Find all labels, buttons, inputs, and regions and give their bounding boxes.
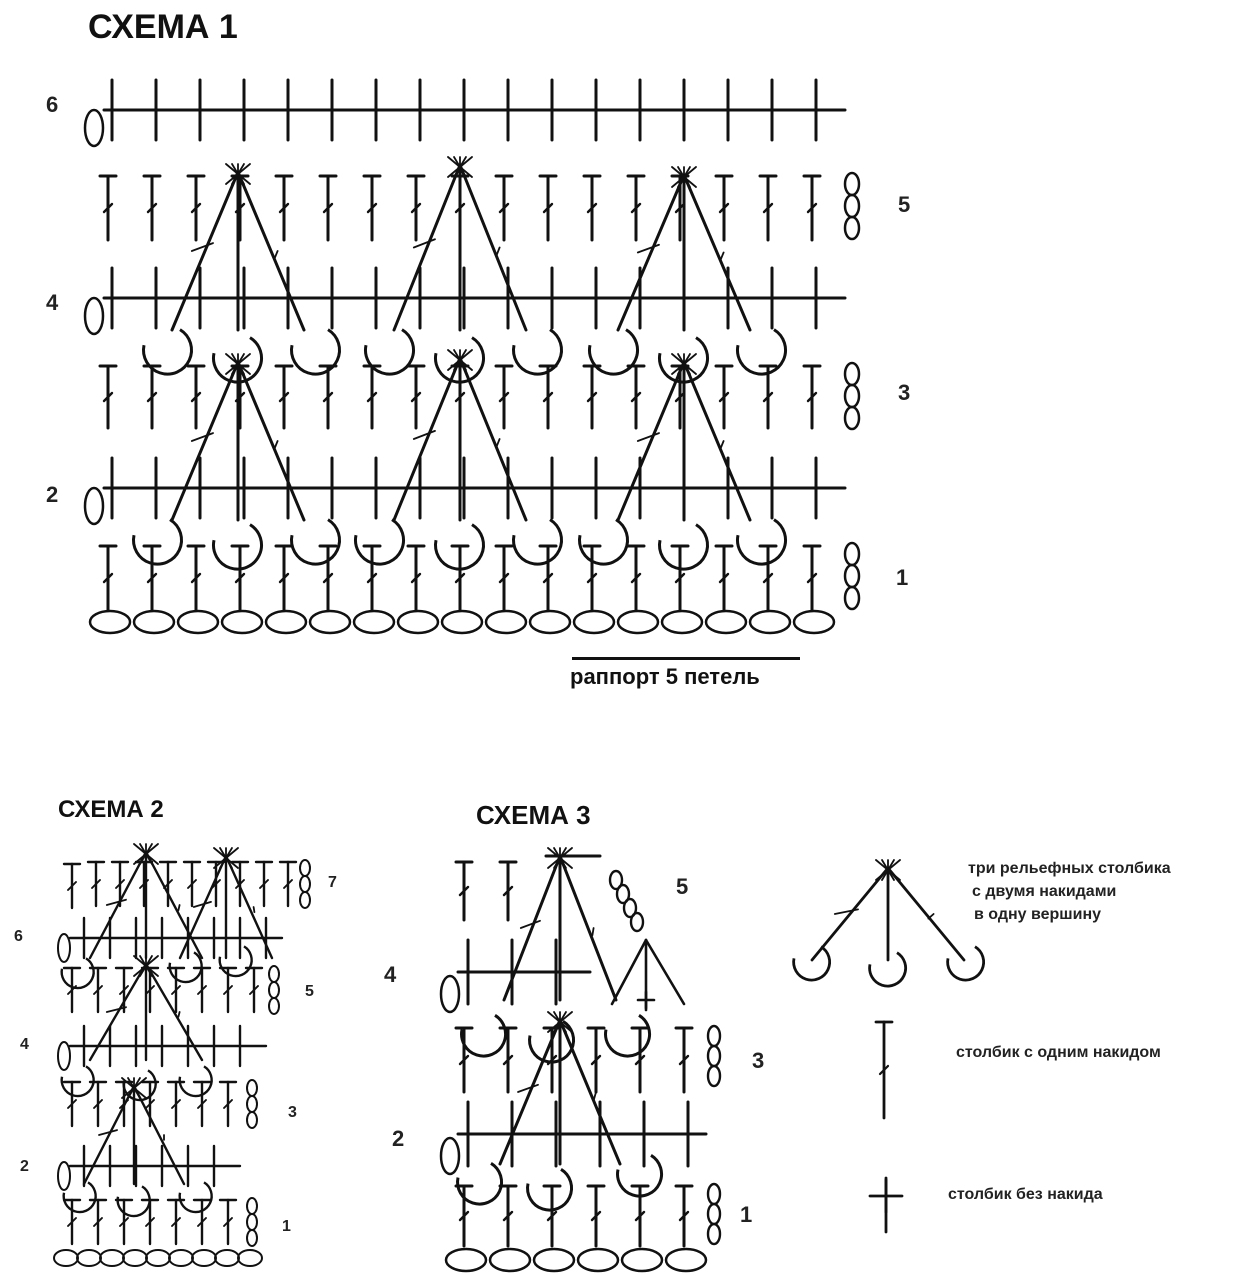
s1-cluster-r3-2-l [618,362,684,520]
s1-foundation-chain-6 [354,611,394,633]
legend-cluster-line3: в одну вершину [974,906,1102,923]
schema2-row-3-label: 3 [288,1104,297,1121]
s1-foundation-chain-11 [574,611,614,633]
s1-r1-chain-0 [845,543,859,565]
s2-cluster-r7-0-yo-l [107,900,126,905]
s1-r4-turn-chain [85,298,103,334]
s2-r5-chain-2 [269,998,279,1014]
s2-r3-chain-1 [247,1096,257,1112]
schema2-row-5-label: 5 [305,983,314,1000]
s1-cluster-r3-2-yo-r [720,441,723,449]
s1-r5-chain-2 [845,217,859,239]
s1-foundation-chain-4 [266,611,306,633]
s3-r2-turn-chain [441,1138,459,1174]
s1-cluster-r3-0-yo-r [274,441,277,449]
s2-r1-chain-0 [247,1198,257,1214]
s2-r5-chain-0 [269,966,279,982]
schema3-row-2-label: 2 [392,1126,405,1151]
s1-cluster-r3-1-l [394,358,460,520]
s3-cluster-r5-yo-r [592,928,593,935]
s1-hook-r2-l-0 [133,520,181,564]
s3-r3-chain-2 [708,1066,720,1086]
s1-hook-r4-l-1 [365,330,413,374]
s3-r1-chain-1 [708,1204,720,1224]
s2-hook-r2-2 [180,1182,212,1212]
s1-cluster-r3-1-r [460,358,526,520]
s1-r5-chain-0 [845,173,859,195]
s1-r2-turn-chain [85,488,103,524]
s2-cluster-r7-0-yo-r [178,905,179,910]
s2-foundation-chain-4 [146,1250,170,1266]
legend-cluster-symbol-l [812,868,888,960]
s3-r1-chain-2 [708,1224,720,1244]
legend-dc-label: столбик с одним накидом [956,1044,1161,1061]
schema2-row-2-label: 2 [20,1158,29,1175]
s1-foundation-chain-1 [134,611,174,633]
schema1-row-5-label: 5 [898,192,911,217]
s1-foundation-chain-12 [618,611,658,633]
s1-foundation-chain-5 [310,611,350,633]
s3-cluster-r3-yo-r [594,1092,596,1099]
s1-hook-r4-l-0 [143,330,191,374]
s3-cluster-r3-r [560,1020,620,1164]
schema2-title: СХЕМА 2 [58,796,164,823]
s3-r5-chain-3 [631,913,643,931]
s2-cluster-r7-0-l [90,852,146,958]
s3-fan-l [612,940,646,1004]
s2-r2-turn-chain [58,1162,70,1190]
s1-hook-r4-r-1 [513,330,561,374]
s1-r3-chain-0 [845,363,859,385]
s2-r3-chain-2 [247,1112,257,1128]
s1-cluster-r5-1-r [460,165,526,330]
s3-hook-r4-0 [462,1015,506,1056]
schema3-row-5-label: 5 [676,874,689,899]
s2-foundation-chain-0 [54,1250,78,1266]
s2-foundation-chain-7 [215,1250,239,1266]
s2-hook-r6-2 [220,946,252,976]
s2-foundation-chain-8 [238,1250,262,1266]
s2-r5-chain-1 [269,982,279,998]
s2-foundation-chain-2 [100,1250,124,1266]
s3-cluster-r5-yo-l [521,921,540,928]
s2-r4-turn-chain [58,1042,70,1070]
schema1-row-2-label: 2 [46,482,59,507]
s2-r6-turn-chain [58,934,70,962]
s3-hook-r2-1 [528,1169,572,1210]
s1-cluster-r5-1-yo-r [496,248,499,256]
schema2-row-7-label: 7 [328,874,337,891]
schema2-row-1-label: 1 [282,1218,291,1235]
s1-foundation-chain-13 [662,611,702,633]
s3-foundation-chain-5 [666,1249,706,1271]
schema1-row-1-label: 1 [896,565,909,590]
s1-hook-r2-l-2 [579,520,627,564]
schema1-title: СХЕМА 1 [88,8,238,46]
s2-cluster-r7-1-yo-r [254,907,255,912]
s1-cluster-r3-0-l [172,362,238,520]
s1-foundation-chain-3 [222,611,262,633]
s2-hook-r2-1 [118,1186,150,1216]
s1-foundation-chain-0 [90,611,130,633]
s3-fan-r [646,940,684,1004]
s2-r3-chain-0 [247,1080,257,1096]
s2-foundation-chain-6 [192,1250,216,1266]
s1-cluster-r3-2-yo-l [638,433,659,441]
s1-r1-chain-1 [845,565,859,587]
legend-sc-label: столбик без накида [948,1186,1103,1203]
s3-r3-chain-1 [708,1046,720,1066]
s1-cluster-r5-2-yo-l [638,245,659,253]
s3-foundation-chain-0 [446,1249,486,1271]
s1-cluster-r5-0-yo-r [274,251,277,259]
s2-r1-chain-1 [247,1214,257,1230]
s2-foundation-chain-5 [169,1250,193,1266]
s1-foundation-chain-9 [486,611,526,633]
legend-cluster-line1: три рельефных столбика [968,860,1171,877]
s2-cluster-r3-yo-l [99,1130,117,1135]
s3-hook-r4-2 [606,1015,650,1056]
s1-hook-r2-r-2 [737,520,785,564]
schema1-row-3-label: 3 [898,380,911,405]
s1-cluster-r5-2-l [618,175,684,330]
s1-hook-r2-l-1 [355,520,403,564]
legend-cluster-symbol-yo-l [835,909,858,914]
s2-foundation-chain-1 [77,1250,101,1266]
s1-foundation-chain-14 [706,611,746,633]
s1-r3-chain-2 [845,407,859,429]
s2-r7-chain-0 [300,860,310,876]
schema2-row-6-label: 6 [14,928,23,945]
s2-hook-r6-0 [62,958,94,988]
legend-hook-r [948,947,984,980]
schema2-row-4-label: 4 [20,1036,29,1053]
s1-r5-chain-1 [845,195,859,217]
schema1-row-4-label: 4 [46,290,59,315]
s3-r3-chain-0 [708,1026,720,1046]
s1-cluster-r5-2-yo-r [720,253,723,261]
s3-foundation-chain-2 [534,1249,574,1271]
s1-r3-chain-1 [845,385,859,407]
s3-hook-r2-0 [458,1163,502,1204]
schema3-title: СХЕМА 3 [476,800,591,830]
s1-hook-r4-l-2 [589,330,637,374]
s1-hook-r2-r-1 [513,520,561,564]
s1-foundation-chain-2 [178,611,218,633]
s3-cluster-r5-r [560,856,616,1000]
s1-cluster-r3-0-r [238,362,304,520]
s1-r6-turn-chain [85,110,103,146]
s1-hook-r2-r-0 [291,520,339,564]
s1-cluster-r3-0-yo-l [192,433,213,441]
s2-r7-chain-2 [300,892,310,908]
repeat-bracket-line [572,657,800,660]
legend-cluster-symbol-r [888,868,964,960]
s1-cluster-r5-0-r [238,172,304,330]
s1-foundation-chain-16 [794,611,834,633]
legend-cluster-line2: с двумя накидами [972,883,1117,900]
s3-foundation-chain-4 [622,1249,662,1271]
s1-r1-chain-2 [845,587,859,609]
s2-cluster-r7-0-r [146,852,202,958]
s1-foundation-chain-8 [442,611,482,633]
s1-cluster-r5-0-l [172,172,238,330]
s1-cluster-r5-0-yo-l [192,243,213,251]
s1-foundation-chain-7 [398,611,438,633]
s2-cluster-r5-yo-r [178,1012,179,1017]
s2-r7-chain-1 [300,876,310,892]
s1-foundation-chain-15 [750,611,790,633]
s1-cluster-r3-1-yo-r [496,439,499,447]
s3-foundation-chain-3 [578,1249,618,1271]
s2-r1-chain-2 [247,1230,257,1246]
s1-hook-r4-r-0 [291,330,339,374]
s1-cluster-r5-1-l [394,165,460,330]
s3-r1-chain-0 [708,1184,720,1204]
s1-cluster-r3-1-yo-l [414,431,435,439]
schema3-row-3-label: 3 [752,1048,765,1073]
s2-foundation-chain-3 [123,1250,147,1266]
legend-hook-l [794,947,830,980]
schema1-row-6-label: 6 [46,92,59,117]
s3-cluster-r3-yo-l [518,1085,538,1092]
s1-cluster-r3-2-r [684,362,750,520]
s3-r4-turn-chain [441,976,459,1012]
schema3-row-1-label: 1 [740,1202,753,1227]
s1-cluster-r5-2-r [684,175,750,330]
repeat-label: раппорт 5 петель [570,664,760,689]
s1-foundation-chain-10 [530,611,570,633]
schema3-row-4-label: 4 [384,962,397,987]
s3-foundation-chain-1 [490,1249,530,1271]
